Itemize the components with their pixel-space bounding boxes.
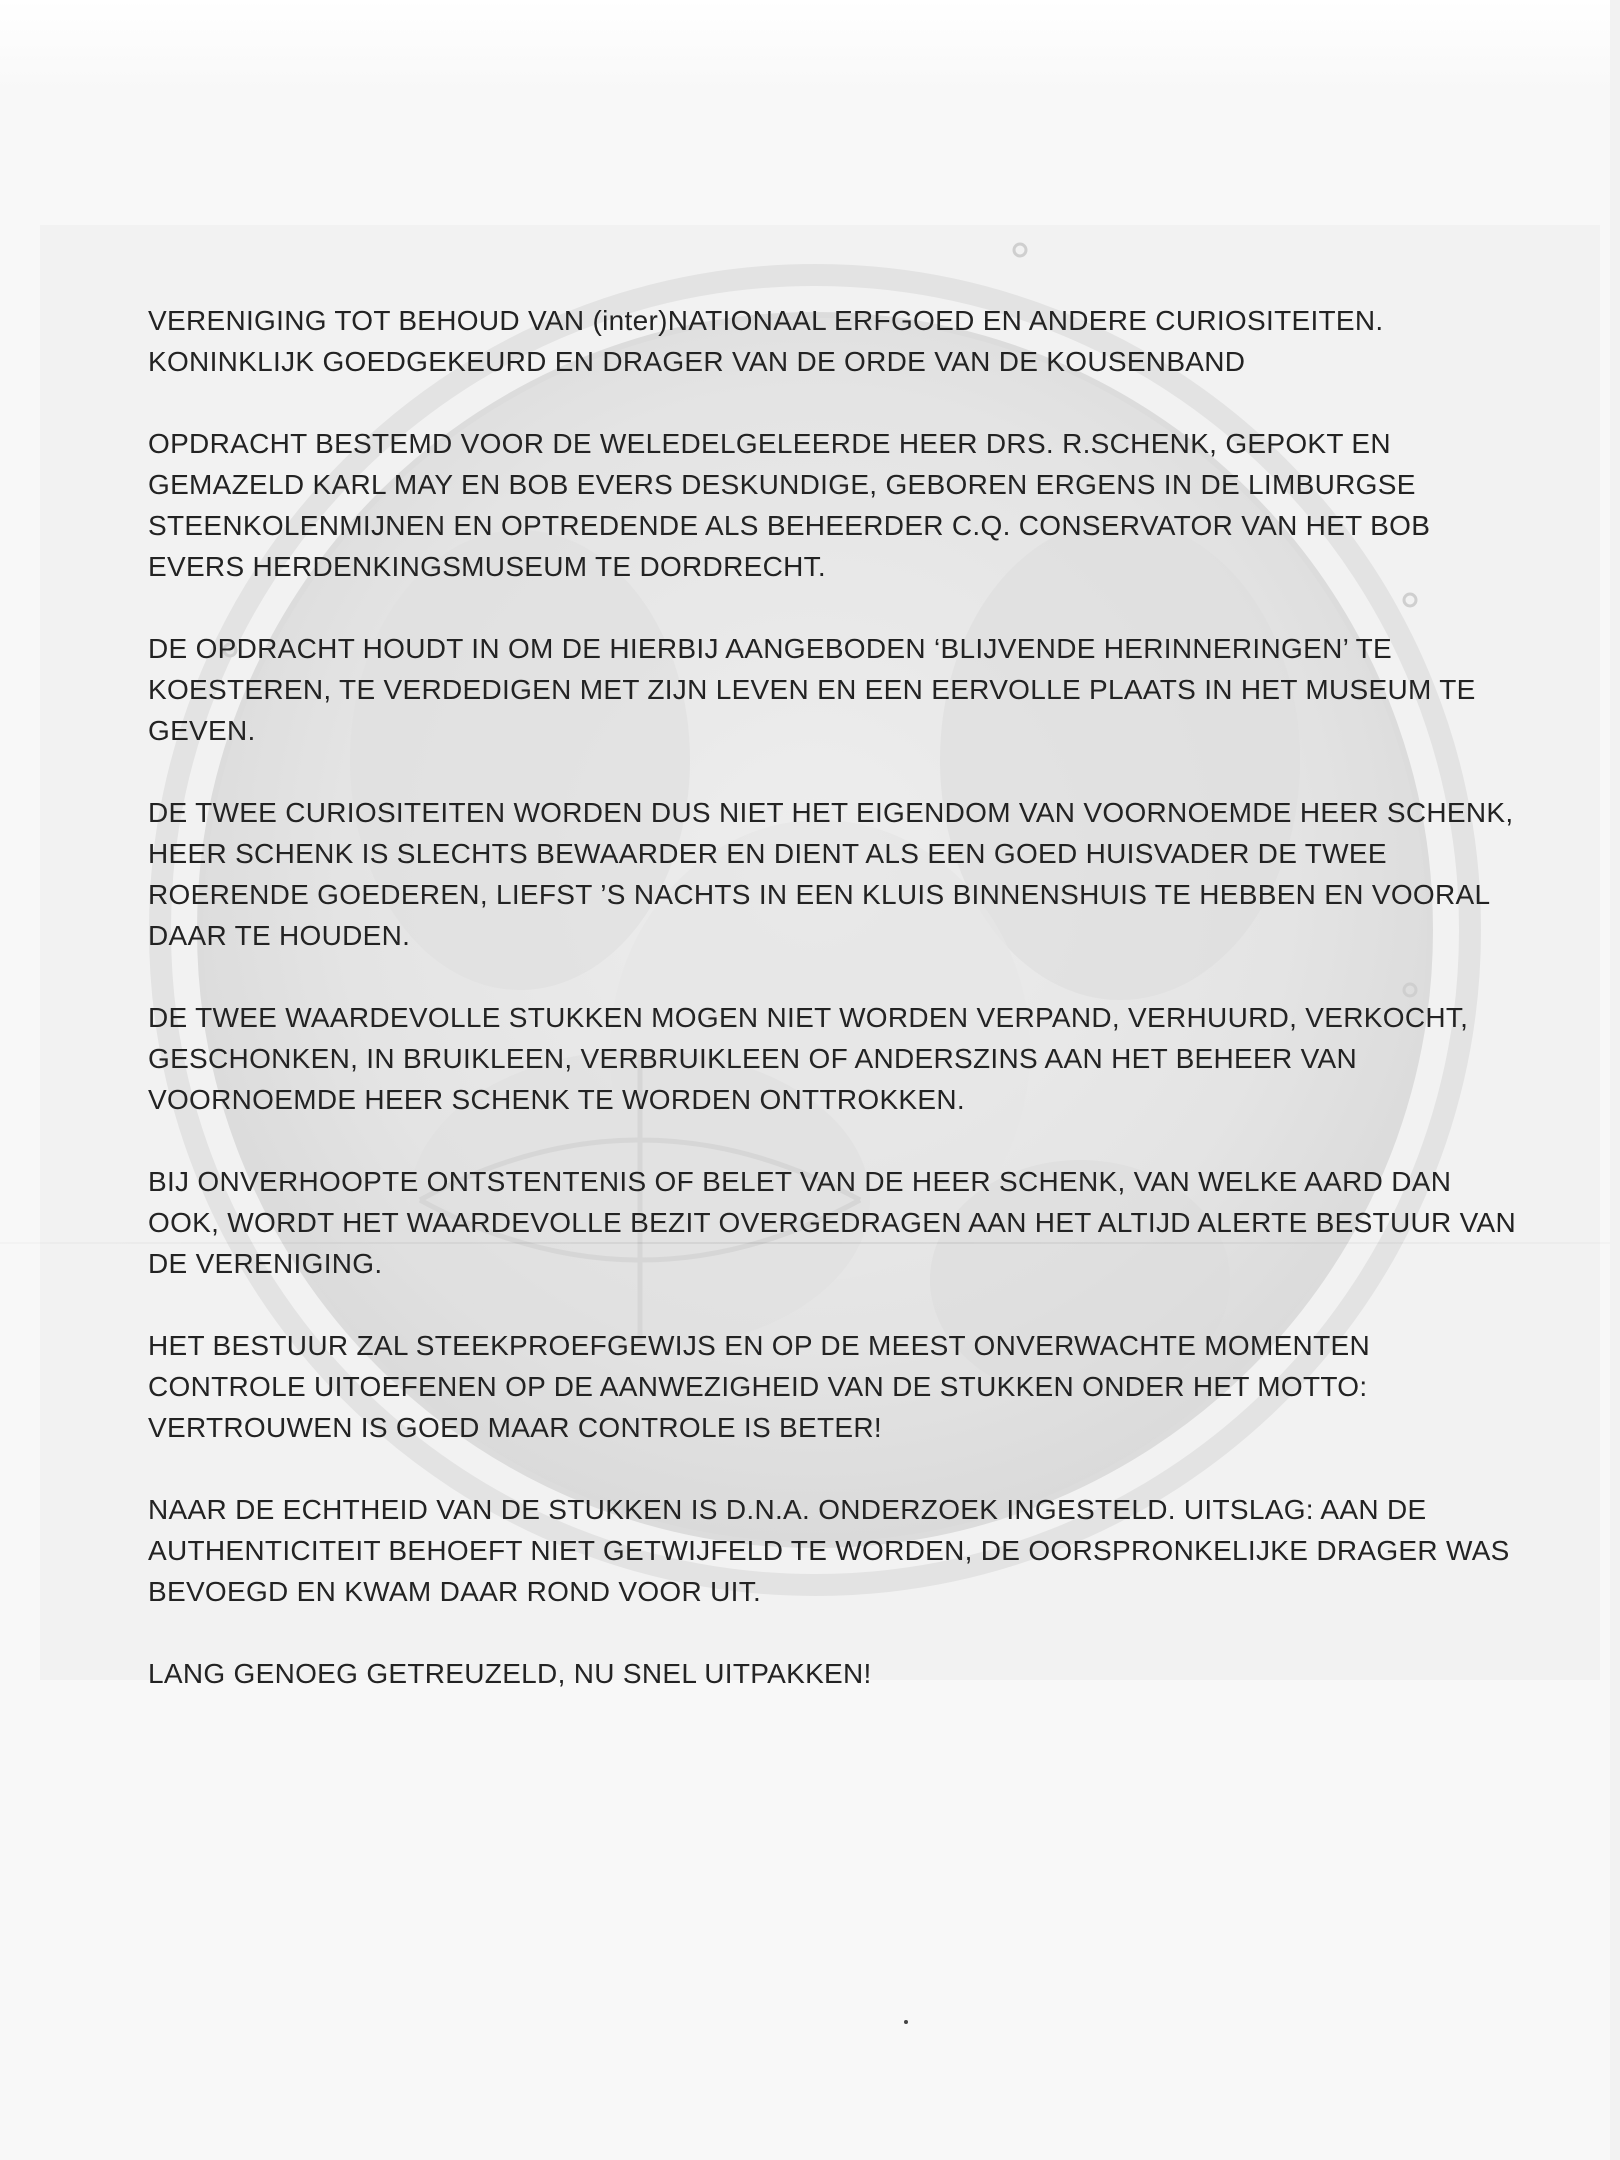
paragraph-closing: LANG GENOEG GETREUZELD, NU SNEL UITPAKKEN! — [148, 1658, 872, 1689]
paragraph-assignment-content: DE OPDRACHT HOUDT IN OM DE HIERBIJ AANGEBODEN ‘BLIJVENDE HERINNERINGEN’ TE KOESTEREN, TE VERDEDIGEN MET ZIJN LEVEN EN EEN EERVOLLE PLAATS IN HET MUSEUM TE GEVEN. — [148, 633, 1476, 746]
paragraph-authenticity: NAAR DE ECHTHEID VAN DE STUKKEN IS D.N.A. ONDERZOEK INGESTELD. UITSLAG: AAN DE AUTHENTICITEIT BEHOEFT NIET GETWIJFELD TE WORDEN, DE OORSPRONKELIJKE DRAGER WAS BEVOEGD EN KWAM DAAR ROND VOOR UIT. — [148, 1494, 1510, 1607]
paragraph-assignment-recipient: OPDRACHT BESTEMD VOOR DE WELEDELGELEERDE HEER DRS. R.SCHENK, GEPOKT EN GEMAZELD KARL MAY EN BOB EVERS DESKUNDIGE, GEBOREN ERGENS IN DE LIMBURGSE STEENKOLENMIJNEN EN OPTREDENDE ALS BEHEERDER C.Q. CONSERVATOR VAN HET BOB EVERS HERDENKINGSMUSEUM TE DORDRECHT. — [148, 428, 1431, 582]
paragraph-restrictions: DE TWEE WAARDEVOLLE STUKKEN MOGEN NIET WORDEN VERPAND, VERHUURD, VERKOCHT, GESCHONKEN, IN BRUIKLEEN, VERBRUIKLEEN OF ANDERSZINS AAN HET BEHEER VAN VOORNOEMDE HEER SCHENK TE WORDEN ONTTROKKEN. — [148, 1002, 1469, 1115]
paragraph-ownership: DE TWEE CURIOSITEITEN WORDEN DUS NIET HET EIGENDOM VAN VOORNOEMDE HEER SCHENK, HEER SCHENK IS SLECHTS BEWAARDER EN DIENT ALS EEN GOED HUISVADER DE TWEE ROERENDE GOEDEREN, LIEFST ’S NACHTS IN EEN KLUIS BINNENSHUIS TE HEBBEN EN VOORAL DAAR TE HOUDEN. — [148, 797, 1514, 951]
letter-body — [148, 300, 1518, 1735]
watermark-rivet-1 — [1014, 244, 1026, 256]
paragraph-association-header: VERENIGING TOT BEHOUD VAN (inter)NATIONAAL ERFGOED EN ANDERE CURIOSITEITEN. KONINKLIJK GOEDGEKEURD EN DRAGER VAN DE ORDE VAN DE KOUSENBAND — [148, 305, 1384, 377]
scan-dust-speck — [904, 2020, 908, 2024]
paragraph-succession: BIJ ONVERHOOPTE ONTSTENTENIS OF BELET VAN DE HEER SCHENK, VAN WELKE AARD DAN OOK, WORDT HET WAARDEVOLLE BEZIT OVERGEDRAGEN AAN HET ALTIJD ALERTE BESTUUR VAN DE VERENIGING. — [148, 1166, 1516, 1279]
scan-right-edge — [1610, 0, 1620, 2160]
paragraph-inspection: HET BESTUUR ZAL STEEKPROEFGEWIJS EN OP DE MEEST ONVERWACHTE MOMENTEN CONTROLE UITOEFENEN OP DE AANWEZIGHEID VAN DE STUKKEN ONDER HET MOTTO: VERTROUWEN IS GOED MAAR CONTROLE IS BETER! — [148, 1330, 1370, 1443]
